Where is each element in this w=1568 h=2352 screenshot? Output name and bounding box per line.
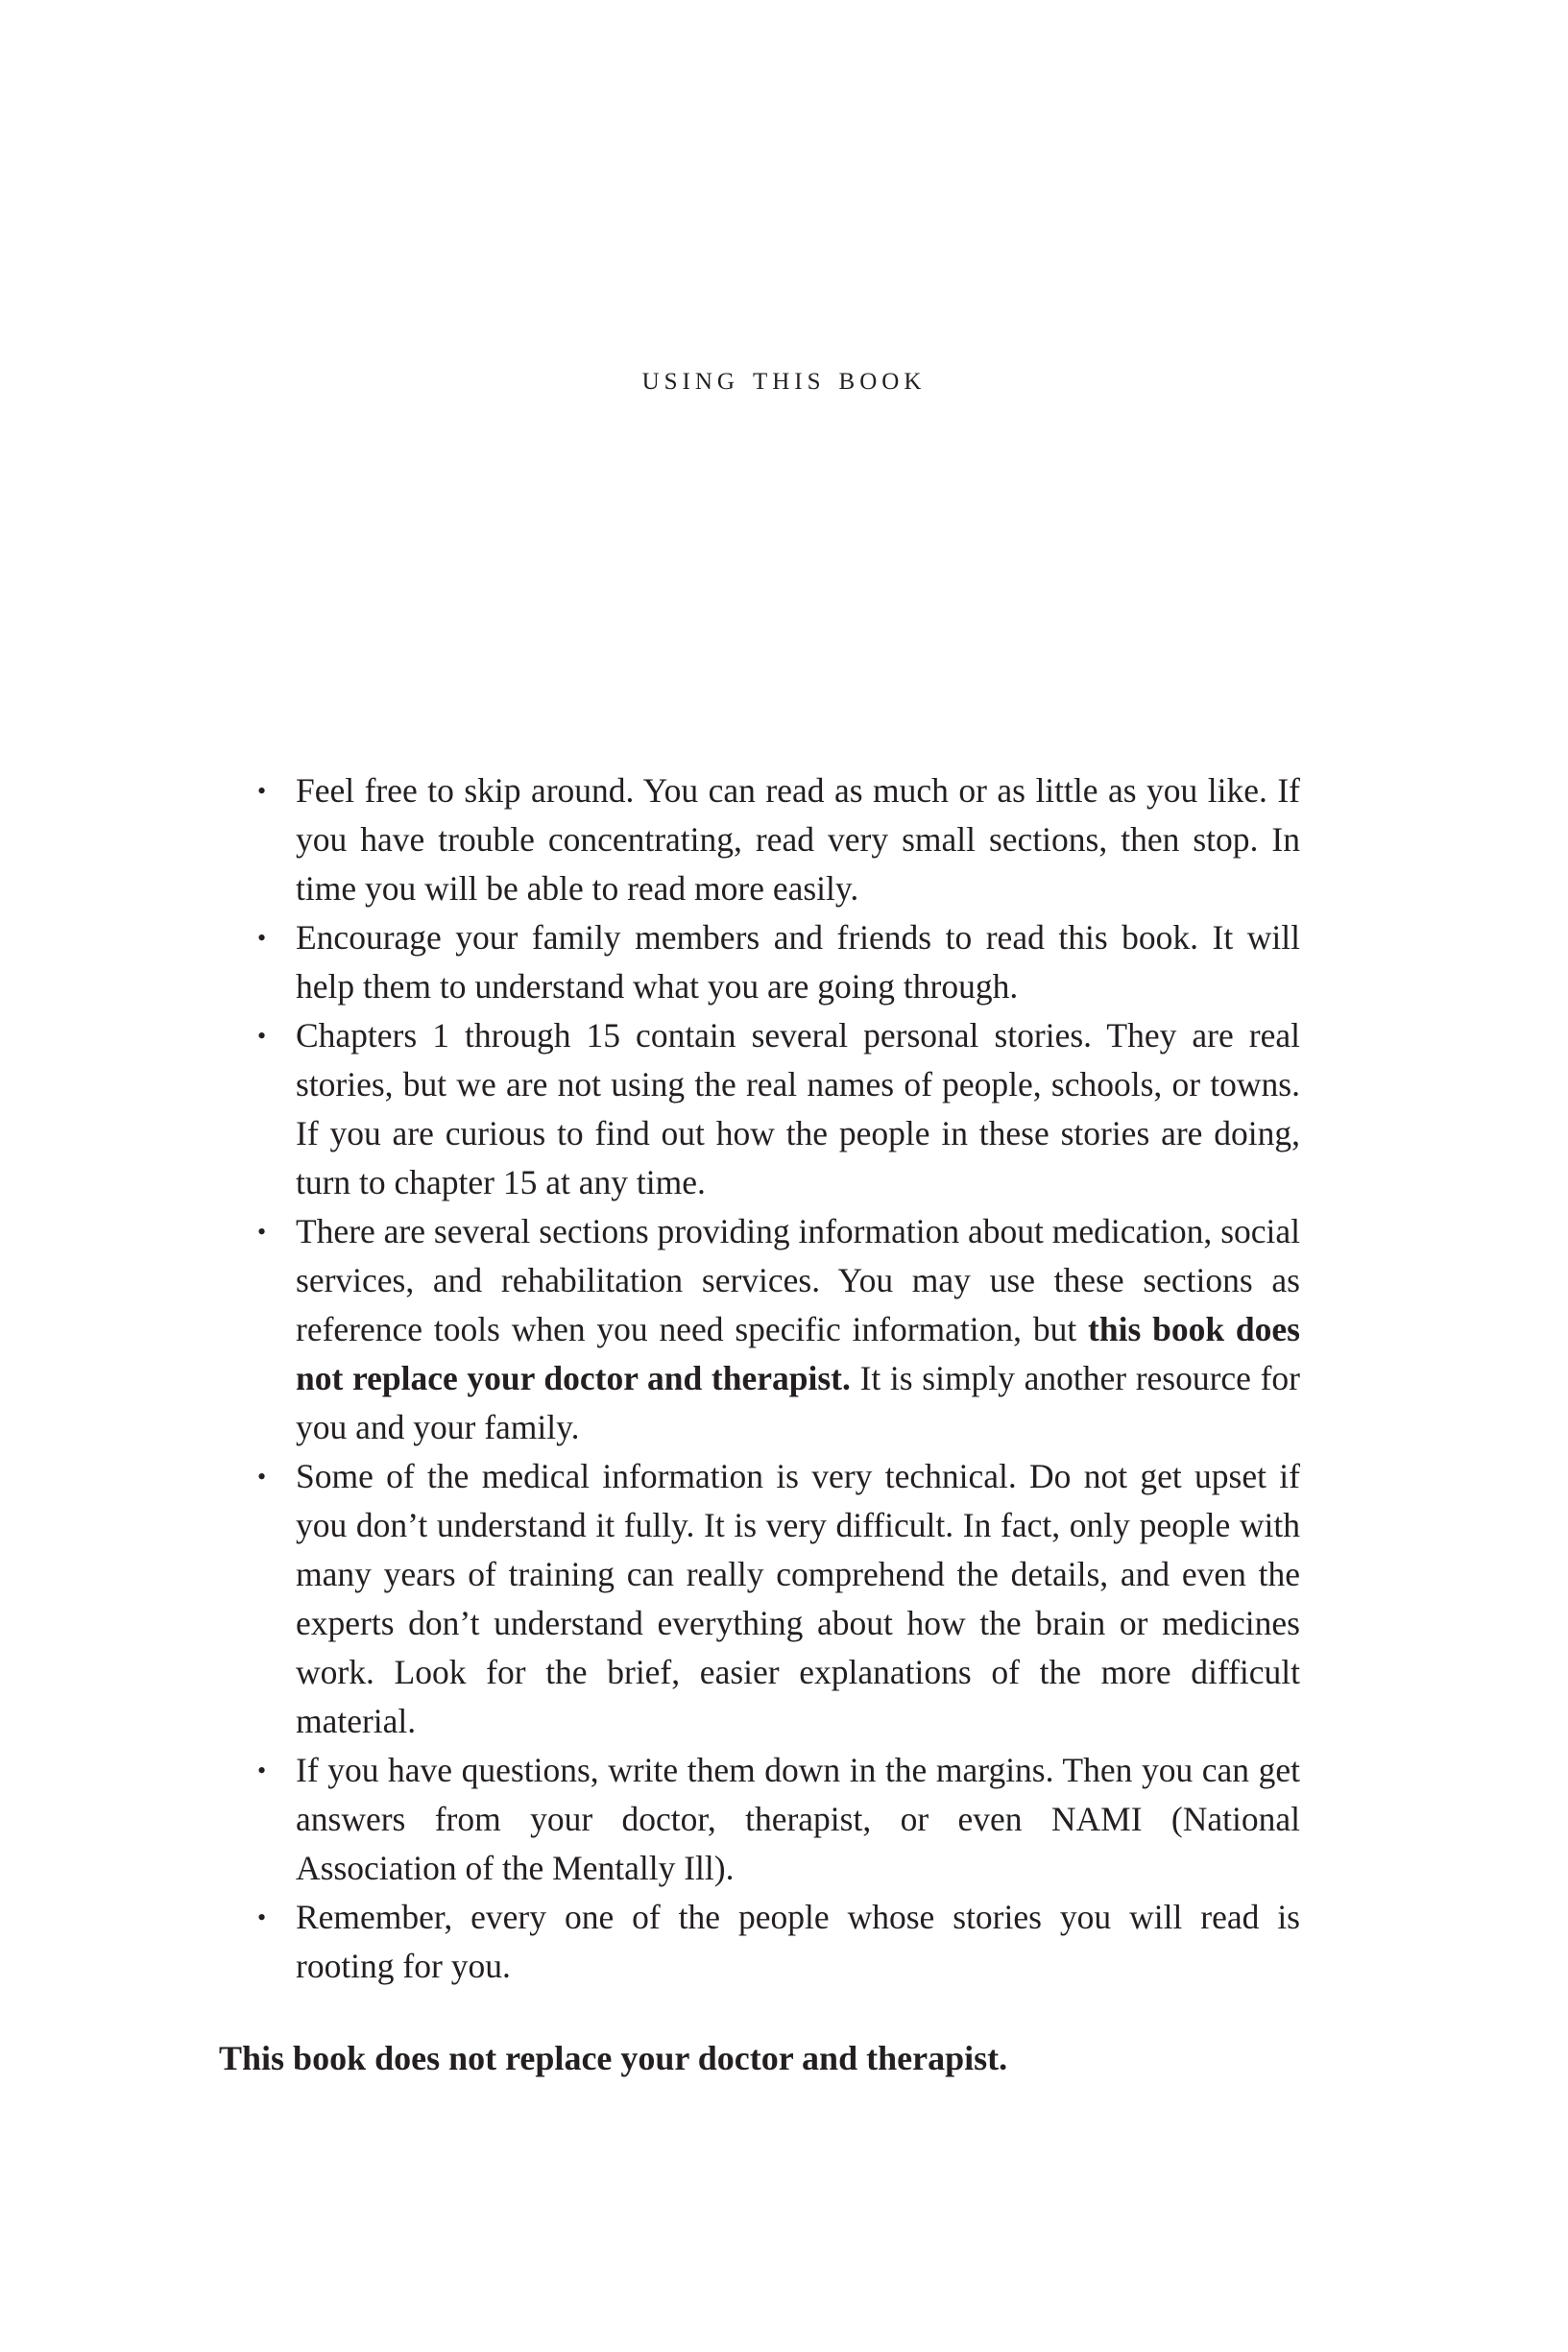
tip-text: Encourage your family members and friends to read this book. It will help them to understand what you are going through. — [296, 918, 1300, 1006]
tip-text: Chapters 1 through 15 contain several personal stories. They are real stories, but we are not using the real names of people, schools, or towns. If you are curious to find out how the people in these stories are doing, turn to chapter 15 at any time. — [296, 1016, 1300, 1201]
list-item — [257, 1207, 1300, 1452]
list-item — [257, 1746, 1300, 1893]
bullet-icon: • — [257, 924, 267, 952]
list-item — [257, 1893, 1300, 1991]
bullet-icon: • — [257, 1218, 267, 1246]
tip-text-after: It is simply another resource for you and your family. — [296, 1359, 1300, 1446]
tip-text: Feel free to skip around. You can read as much or as little as you like. If you have trouble concentrating, read very small sections, then stop. In time you will be able to read more easily. — [296, 771, 1300, 908]
bullet-icon: • — [257, 1022, 267, 1050]
bullet-icon: • — [257, 1903, 267, 1931]
bullet-icon: • — [257, 1463, 267, 1491]
tip-text: If you have questions, write them down in the margins. Then you can get answers from your doctor, therapist, or even NAMI (National Association of the Mentally Ill). — [296, 1751, 1300, 1887]
tips-list — [257, 766, 1300, 1991]
list-item — [257, 1452, 1300, 1746]
tip-bold-text: this book does not replace your doctor and therapist. — [296, 1310, 1300, 1397]
tip-text: Some of the medical information is very technical. Do not get upset if you don’t understand it fully. It is very difficult. In fact, only people with many years of training can really comprehend the details, and even the experts don’t understand everything about how the brain or medicines work. Look for the brief, easier explanations of the more difficult material. — [296, 1457, 1300, 1740]
tip-text: There are several sections providing information about medication, social services, and rehabilitation services. You may use these sections as reference tools when you need specific information, but — [296, 1212, 1300, 1348]
list-item — [257, 1011, 1300, 1207]
list-item — [257, 913, 1300, 1011]
chapter-title: using this book — [641, 358, 927, 397]
bullet-icon: • — [257, 777, 267, 805]
list-item — [257, 766, 1300, 913]
bullet-icon: • — [257, 1757, 267, 1784]
footer-note: This book does not replace your doctor and therapist. — [219, 2039, 1008, 2077]
tip-text: Remember, every one of the people whose stories you will read is rooting for you. — [296, 1898, 1300, 1985]
